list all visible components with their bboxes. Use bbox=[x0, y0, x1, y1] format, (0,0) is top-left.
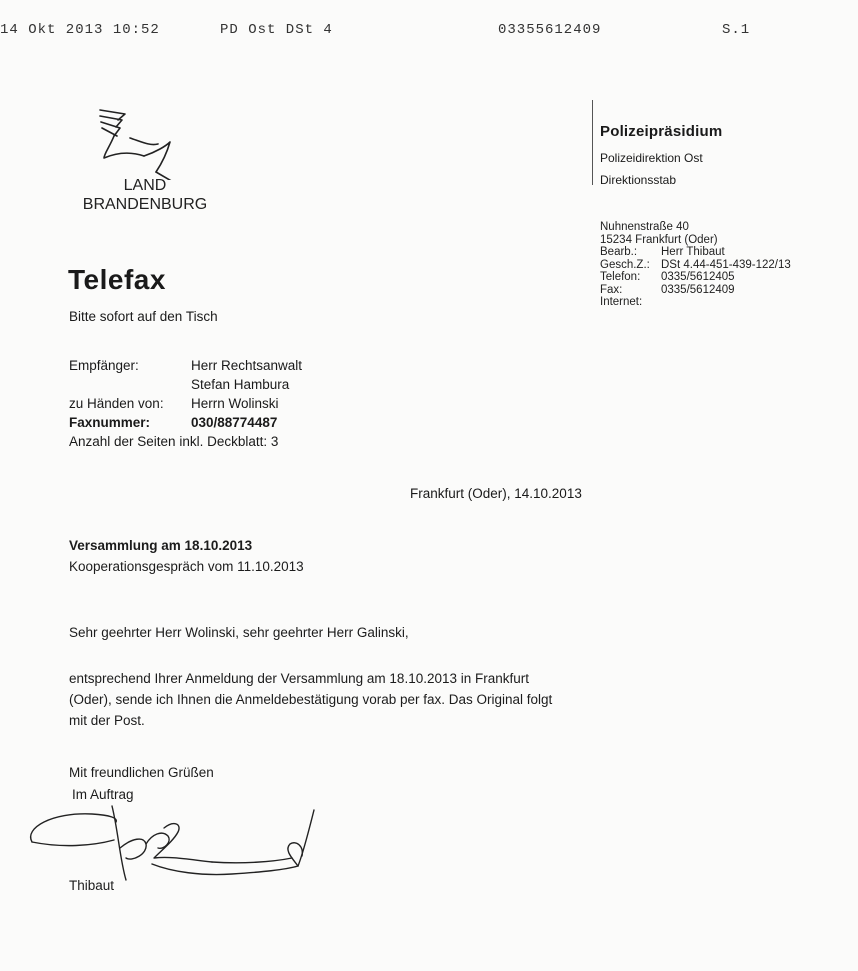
attention-value: Herrn Wolinski bbox=[191, 396, 279, 411]
sender-row-fax bbox=[600, 284, 791, 297]
sender-row-phone bbox=[600, 271, 791, 284]
sender-row-clerk bbox=[600, 246, 791, 259]
sender-city: 15234 Frankfurt (Oder) bbox=[600, 233, 718, 246]
signer-name: Thibaut bbox=[69, 878, 115, 893]
fax-number-label: Faxnummer: bbox=[69, 415, 151, 430]
reference-value: DSt 4.44-451-439-122/13 bbox=[661, 258, 791, 271]
phone-label: Telefon: bbox=[600, 271, 641, 283]
clerk-label: Bearb.: bbox=[600, 246, 638, 258]
fax-sender-id: PD Ost DSt 4 bbox=[220, 22, 333, 38]
internet-label: Internet: bbox=[600, 296, 643, 308]
sender-unit: Direktionsstab bbox=[600, 173, 677, 187]
fax-page: S.1 bbox=[722, 22, 751, 38]
sender-authority: Polizeipräsidium bbox=[600, 123, 723, 140]
attention-label: zu Händen von: bbox=[69, 396, 164, 411]
fax-value: 0335/5612409 bbox=[661, 283, 735, 296]
sender-division: Polizeidirektion Ost bbox=[600, 151, 703, 165]
subject-line2: Kooperationsgespräch vom 11.10.2013 bbox=[69, 559, 304, 574]
document-subtitle: Bitte sofort auf den Tisch bbox=[69, 309, 218, 324]
eagle-icon bbox=[70, 100, 220, 180]
body-line: (Oder), sende ich Ihnen die Anmeldebestätigung vorab per fax. Das Original folgt bbox=[69, 692, 553, 707]
letter-body bbox=[69, 668, 552, 731]
recipient-label: Empfänger: bbox=[69, 358, 139, 373]
phone-value: 0335/5612405 bbox=[661, 271, 735, 283]
document-title: Telefax bbox=[68, 264, 166, 295]
subject-block bbox=[69, 535, 304, 577]
logo-line-land: LAND bbox=[123, 177, 167, 194]
subject-line1: Versammlung am 18.10.2013 bbox=[69, 538, 253, 553]
recipient-block bbox=[69, 356, 302, 451]
recipient-name-line1: Herr Rechtsanwalt bbox=[191, 358, 303, 373]
sender-row-internet bbox=[600, 296, 791, 309]
on-behalf: Im Auftrag bbox=[72, 787, 134, 802]
fax-label: Fax: bbox=[600, 283, 623, 296]
fax-datetime: 14 Okt 2013 10:52 bbox=[0, 22, 160, 38]
sender-divider bbox=[592, 100, 593, 185]
body-line: mit der Post. bbox=[69, 713, 145, 728]
logo-line-brandenburg: BRANDENBURG bbox=[82, 196, 208, 213]
brandenburg-logo bbox=[70, 100, 220, 220]
page-count: Anzahl der Seiten inkl. Deckblatt: 3 bbox=[69, 434, 279, 449]
reference-label: Gesch.Z.: bbox=[600, 258, 650, 271]
body-line: entsprechend Ihrer Anmeldung der Versammlung am 18.10.2013 in Frankfurt bbox=[69, 671, 530, 686]
closing: Mit freundlichen Grüßen bbox=[69, 765, 214, 780]
recipient-name-line2: Stefan Hambura bbox=[191, 377, 290, 392]
fax-number-value: 030/88774487 bbox=[191, 415, 278, 430]
fax-number: 03355612409 bbox=[498, 22, 602, 38]
clerk-value: Herr Thibaut bbox=[661, 246, 725, 258]
sender-address bbox=[600, 221, 791, 309]
sender-row-reference bbox=[600, 259, 791, 272]
place-date: Frankfurt (Oder), 14.10.2013 bbox=[410, 486, 582, 501]
salutation: Sehr geehrter Herr Wolinski, sehr geehrter Herr Galinski, bbox=[69, 625, 409, 640]
sender-street: Nuhnenstraße 40 bbox=[600, 221, 689, 233]
